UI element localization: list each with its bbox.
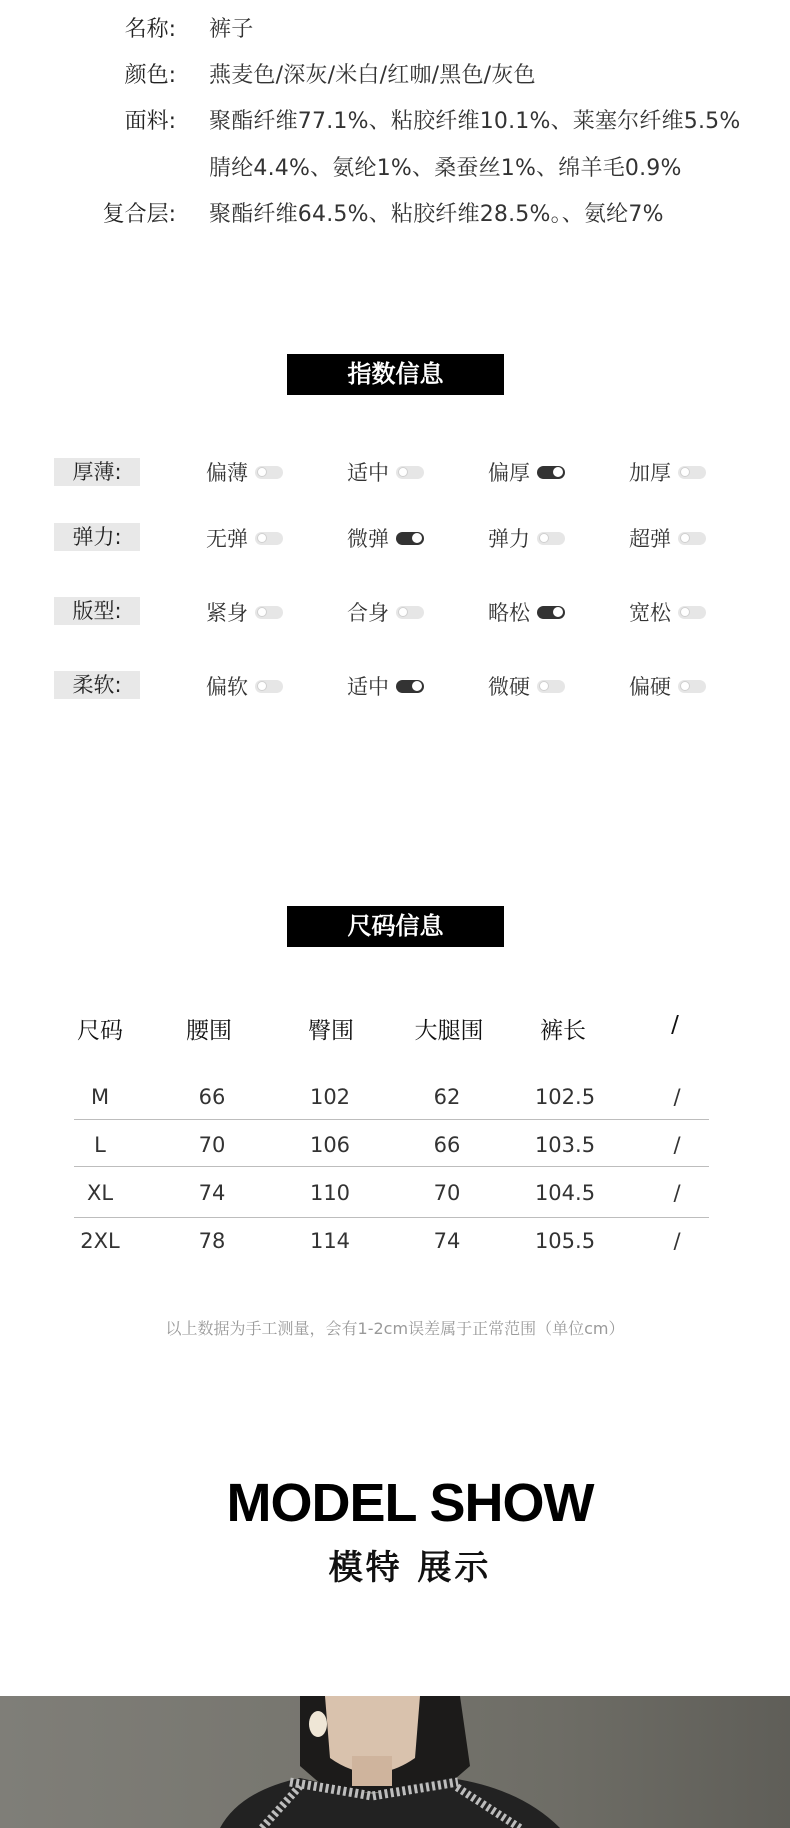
thigh-cell: 74 bbox=[433, 1229, 461, 1253]
index-option bbox=[488, 597, 565, 627]
index-option-label: 适中 bbox=[347, 675, 389, 699]
size-cell: 2XL bbox=[80, 1229, 120, 1253]
size-header-extra: / bbox=[671, 1012, 679, 1038]
index-option bbox=[206, 523, 283, 553]
index-option bbox=[347, 671, 424, 701]
index-option bbox=[347, 523, 424, 553]
size-header-size: 尺码 bbox=[77, 1018, 123, 1044]
toggle-on-icon bbox=[537, 466, 565, 479]
toggle-on-icon bbox=[396, 680, 424, 693]
index-section-title: 指数信息 bbox=[287, 354, 504, 395]
row-divider bbox=[74, 1119, 709, 1120]
row-divider bbox=[74, 1166, 709, 1167]
hip-cell: 106 bbox=[309, 1133, 351, 1157]
waist-cell: 74 bbox=[198, 1181, 226, 1205]
toggle-off-icon bbox=[396, 466, 424, 479]
index-option-label: 适中 bbox=[347, 461, 389, 485]
index-option bbox=[206, 457, 283, 487]
toggle-off-icon bbox=[255, 466, 283, 479]
index-option-label: 合身 bbox=[347, 601, 389, 625]
toggle-on-icon bbox=[537, 606, 565, 619]
size-header-waist: 腰围 bbox=[186, 1018, 232, 1044]
thigh-cell: 66 bbox=[433, 1133, 461, 1157]
index-option-label: 超弹 bbox=[629, 527, 671, 551]
toggle-off-icon bbox=[678, 466, 706, 479]
toggle-off-icon bbox=[255, 680, 283, 693]
index-option bbox=[347, 457, 424, 487]
index-option bbox=[629, 597, 706, 627]
size-header-thigh: 大腿围 bbox=[414, 1018, 484, 1044]
info-label-fabric: 面料: bbox=[124, 109, 176, 134]
index-option bbox=[629, 671, 706, 701]
waist-cell: 70 bbox=[198, 1133, 226, 1157]
extra-cell: / bbox=[673, 1181, 681, 1205]
toggle-off-icon bbox=[537, 680, 565, 693]
model-show-title: MODEL SHOW bbox=[226, 1473, 594, 1533]
index-option bbox=[206, 671, 283, 701]
index-option-label: 偏厚 bbox=[488, 461, 530, 485]
index-option-label: 弹力 bbox=[488, 527, 530, 551]
model-show-subtitle: 模特 展示 bbox=[328, 1548, 492, 1588]
extra-cell: / bbox=[673, 1085, 681, 1109]
toggle-off-icon bbox=[678, 606, 706, 619]
info-label-composite: 复合层: bbox=[102, 202, 176, 227]
extra-cell: / bbox=[673, 1229, 681, 1253]
thigh-cell: 62 bbox=[433, 1085, 461, 1109]
index-option-label: 紧身 bbox=[206, 601, 248, 625]
index-label-thickness: 厚薄: bbox=[54, 458, 140, 486]
waist-cell: 66 bbox=[198, 1085, 226, 1109]
toggle-off-icon bbox=[255, 606, 283, 619]
waist-cell: 78 bbox=[198, 1229, 226, 1253]
index-label-softness: 柔软: bbox=[54, 671, 140, 699]
size-section-title: 尺码信息 bbox=[287, 906, 504, 947]
index-option bbox=[488, 523, 565, 553]
hip-cell: 110 bbox=[309, 1181, 351, 1205]
extra-cell: / bbox=[673, 1133, 681, 1157]
index-option-label: 微弹 bbox=[347, 527, 389, 551]
index-option-label: 偏软 bbox=[206, 675, 248, 699]
thigh-cell: 70 bbox=[433, 1181, 461, 1205]
info-value-fabric: 聚酯纤维77.1%、粘胶纤维10.1%、莱塞尔纤维5.5% bbox=[209, 109, 741, 134]
index-option bbox=[629, 523, 706, 553]
size-header-hip: 臀围 bbox=[308, 1018, 354, 1044]
toggle-on-icon bbox=[396, 532, 424, 545]
toggle-off-icon bbox=[678, 532, 706, 545]
model-photo bbox=[0, 1696, 790, 1828]
toggle-off-icon bbox=[255, 532, 283, 545]
size-cell: M bbox=[90, 1085, 110, 1109]
info-label-name: 名称: bbox=[124, 17, 176, 42]
index-option-label: 微硬 bbox=[488, 675, 530, 699]
toggle-off-icon bbox=[396, 606, 424, 619]
index-option-label: 略松 bbox=[488, 601, 530, 625]
index-option-label: 偏硬 bbox=[629, 675, 671, 699]
size-cell: L bbox=[94, 1133, 106, 1157]
length-cell: 104.5 bbox=[534, 1181, 596, 1205]
index-option bbox=[629, 457, 706, 487]
size-cell: XL bbox=[86, 1181, 114, 1205]
length-cell: 102.5 bbox=[534, 1085, 596, 1109]
info-value-fabric-cont: 腈纶4.4%、氨纶1%、桑蚕丝1%、绵羊毛0.9% bbox=[209, 156, 682, 181]
info-value-color: 燕麦色/深灰/米白/红咖/黑色/灰色 bbox=[209, 63, 536, 88]
size-header-length: 裤长 bbox=[540, 1018, 586, 1044]
toggle-off-icon bbox=[537, 532, 565, 545]
index-label-fit: 版型: bbox=[54, 597, 140, 625]
index-option-label: 无弹 bbox=[206, 527, 248, 551]
index-option bbox=[488, 671, 565, 701]
row-divider bbox=[74, 1217, 709, 1218]
size-note: 以上数据为手工测量，会有1-2cm误差属于正常范围（单位cm） bbox=[165, 1319, 625, 1338]
model-photo-illustration bbox=[0, 1696, 790, 1828]
info-value-composite: 聚酯纤维64.5%、粘胶纤维28.5%。、氨纶7% bbox=[209, 202, 664, 227]
length-cell: 105.5 bbox=[534, 1229, 596, 1253]
index-option bbox=[347, 597, 424, 627]
index-option-label: 加厚 bbox=[629, 461, 671, 485]
info-label-color: 颜色: bbox=[124, 63, 176, 88]
length-cell: 103.5 bbox=[534, 1133, 596, 1157]
index-option bbox=[206, 597, 283, 627]
index-option bbox=[488, 457, 565, 487]
hip-cell: 114 bbox=[309, 1229, 351, 1253]
hip-cell: 102 bbox=[309, 1085, 351, 1109]
toggle-off-icon bbox=[678, 680, 706, 693]
info-value-name: 裤子 bbox=[209, 17, 254, 42]
index-label-elasticity: 弹力: bbox=[54, 523, 140, 551]
index-option-label: 宽松 bbox=[629, 601, 671, 625]
index-option-label: 偏薄 bbox=[206, 461, 248, 485]
